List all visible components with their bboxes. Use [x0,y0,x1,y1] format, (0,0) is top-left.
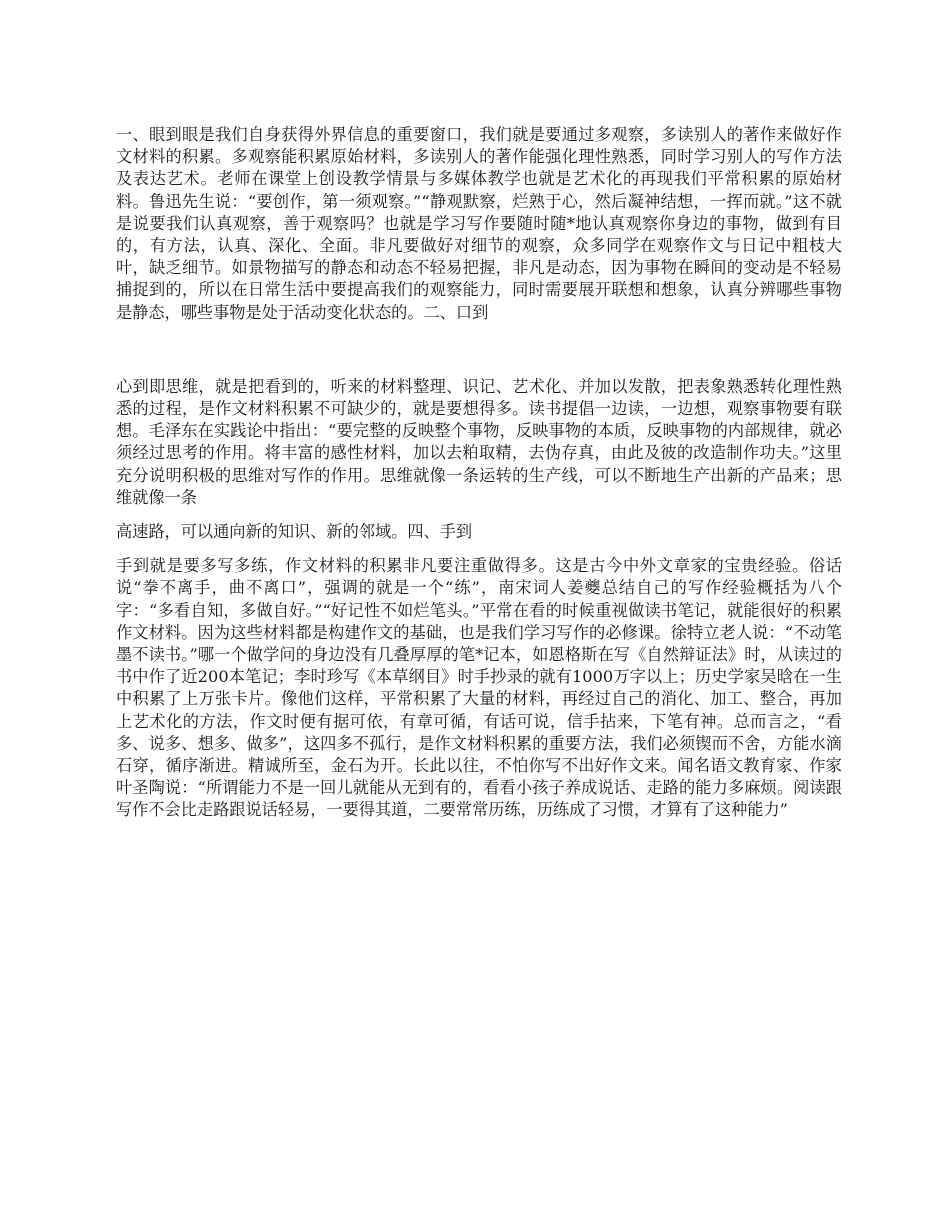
paragraph-heart: 心到即思维，就是把看到的，听来的材料整理、识记、艺术化、并加以发散，把表象熟悉转化理性熟悉的过程，是作文材料积累不可缺少的，就是要想得多。读书提倡一边读，一边想，观察事物要有联想。毛泽东在实践论中指出：“要完整的反映整个事物，反映事物的本质，反映事物的内部规律，就必须经过思考的作用。将丰富的感性材料，加以去粕取精，去伪存真，由此及彼的改造制作功夫。”这里充分说明积极的思维对写作的作用。思维就像一条运转的生产线，可以不断地生产出新的产品来；思维就像一条 [116,376,842,507]
paragraph-heart-continued: 高速路，可以通向新的知识、新的邻域。四、手到 [116,522,473,542]
document-body [116,124,842,822]
paragraph-hand: 手到就是要多写多练，作文材料的积累非凡要注重做得多。这是古今中外文章家的宝贵经验。俗话说“拳不离手，曲不离口”，强调的就是一个“练”，南宋词人姜夔总结自己的写作经验概括为八个字：“多看自知，多做自好。”“好记性不如烂笔头。”平常在看的时候重视做读书笔记，就能很好的积累作文材料。因为这些材料都是构建作文的基础，也是我们学习写作的必修课。徐特立老人说：“不动笔墨不读书。”哪一个做学问的身边没有几叠厚厚的笔*记本，如恩格斯在写《自然辩证法》时，从读过的书中作了近200本笔记；李时珍写《本草纲目》时手抄录的就有1000万字以上；历史学家吴晗在一生中积累了上万张卡片。像他们这样，平常积累了大量的材料，再经过自己的消化、加工、整合，再加上艺术化的方法，作文时便有据可依，有章可循，有话可说，信手拈来，下笔有神。总而言之，“看多、说多、想多、做多”，这四多不孤行，是作文材料积累的重要方法，我们必须锲而不舍，方能水滴石穿，循序渐进。精诚所至，金石为开。长此以往，不怕你写不出好作文来。闻名语文教育家、作家叶圣陶说：“所谓能力不是一回儿就能从无到有的，看看小孩子养成说话、走路的能力多麻烦。阅读跟写作不会比走路跟说话轻易，一要得其道，二要常常历练，历练成了习惯，才算有了这种能力” [116,556,842,820]
paragraph-eye: 一、眼到眼是我们自身获得外界信息的重要窗口，我们就是要通过多观察，多读别人的著作来做好作文材料的积累。多观察能积累原始材料，多读别人的著作能强化理性熟悉，同时学习别人的写作方法及表达艺术。老师在课堂上创设教学情景与多媒体教学也就是艺术化的再现我们平常积累的原始材料。鲁迅先生说：“要创作，第一须观察。”“静观默察，烂熟于心，然后凝神结想，一挥而就。”这不就是说要我们认真观察，善于观察吗？也就是学习写作要随时随*地认真观察你身边的事物，做到有目的，有方法，认真、深化、全面。非凡要做好对细节的观察，众多同学在观察作文与日记中粗枝大叶，缺乏细节。如景物描写的静态和动态不轻易把握，非凡是动态，因为事物在瞬间的变动是不轻易捕捉到的，所以在日常生活中要提高我们的观察能力，同时需要展开联想和想象，认真分辨哪些事物是静态，哪些事物是处于活动变化状态的。二、口到 [116,125,842,322]
